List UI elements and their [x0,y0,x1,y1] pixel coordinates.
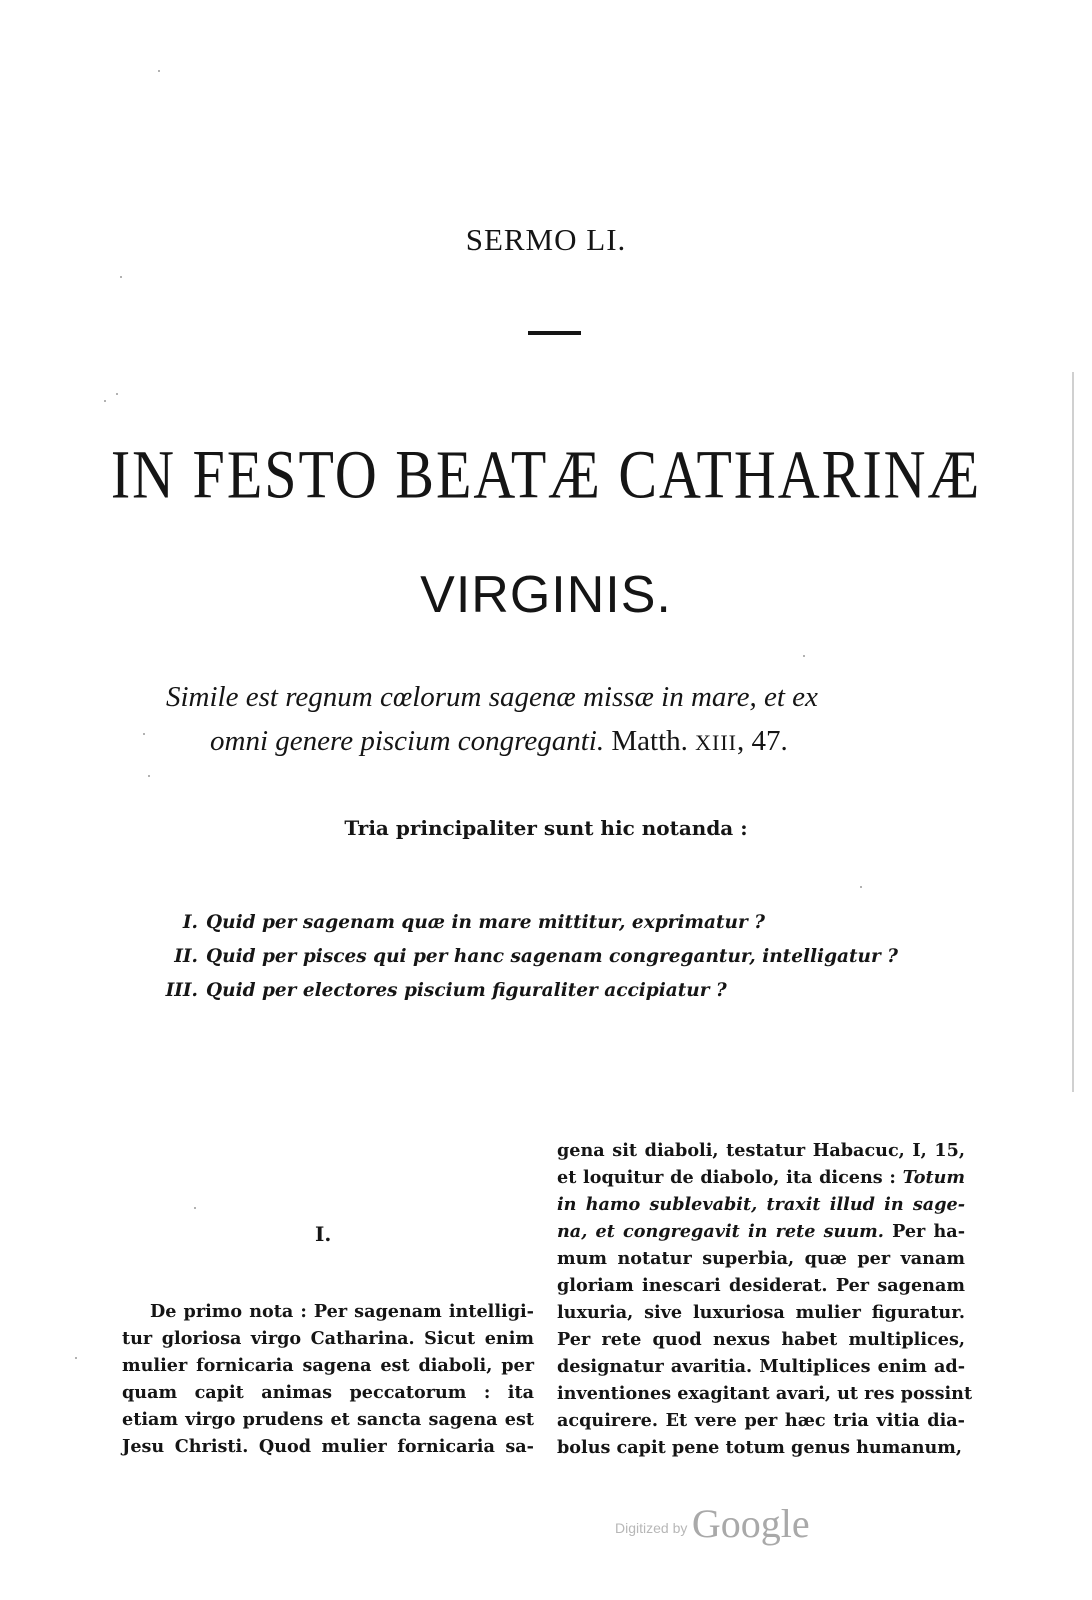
text-line: luxuria, sive luxuriosa mulier figuratur. [557,1302,965,1323]
text-line [557,1191,965,1218]
text-line: tur gloriosa virgo Catharina. Sicut enim [122,1328,534,1349]
scan-speck [158,70,160,72]
scan-speck [116,393,118,395]
question-number: III. [165,980,198,1001]
text-line: Per rete quod nexus habet multiplices, [557,1329,965,1350]
epigraph-reference-chapter: XIII [695,730,738,755]
sermon-number: SERMO LI. [465,222,627,257]
scan-speck [860,886,862,888]
text-line: gena sit diaboli, testatur Habacuc, I, 15, [557,1140,965,1161]
text-line: gloriam inescari desiderat. Per sagenam [557,1275,965,1296]
scan-speck [120,276,122,278]
text-run: et loquitur de diabolo, ita dicens : [557,1167,903,1188]
text-line: De primo nota : Per sagenam intelligi- [150,1301,534,1322]
quote-run: in hamo sublevabit, traxit illud in sage- [557,1194,965,1215]
text-line: designatur avaritia. Multiplices enim ad- [557,1356,965,1377]
text-line [557,1164,965,1191]
text-line: acquirere. Et vere per hæc tria vitia dia- [557,1410,965,1431]
question-number: II. [174,946,198,967]
text-line: quam capit animas peccatorum : ita [122,1382,534,1403]
scan-speck [75,1357,77,1359]
title-line-2: VIRGINIS. [420,566,672,624]
quote-run: Totum [902,1167,965,1188]
text-line: mulier fornicaria sagena est diaboli, per [122,1355,534,1376]
question-1 [162,912,765,933]
scan-speck [803,655,805,657]
digitized-watermark [615,1500,810,1547]
text-line: etiam virgo prudens et sancta sagena est [122,1409,534,1430]
watermark-prefix: Digitized by [615,1520,688,1536]
text-line [557,1218,965,1245]
question-text: Quid per electores piscium figuraliter accipiatur ? [206,980,727,1001]
text-line: inventiones exagitant avari, ut res possint [557,1383,973,1404]
scan-speck [143,733,145,735]
question-number: I. [182,912,198,933]
intro-statement: Tria principaliter sunt hic notanda : [344,816,748,840]
epigraph [166,675,966,765]
section-heading: I. [315,1222,332,1246]
quote-run: na, et congregavit in rete suum. [557,1221,884,1242]
text-run: Per ha- [883,1221,965,1242]
column-right [557,1137,973,1461]
scan-speck [148,775,150,777]
title-rule [528,331,581,335]
question-text: Quid per pisces qui per hanc sagenam congregantur, intelligatur ? [206,946,899,967]
title-line-1: IN FESTO BEATÆ CATHARINÆ [110,436,982,513]
epigraph-reference-prefix: Matth. [611,725,688,757]
epigraph-line-2 [166,719,966,765]
question-2 [162,946,898,967]
question-3 [162,980,727,1001]
google-logo: Google [691,1501,810,1546]
epigraph-reference-verse: , 47. [737,725,788,757]
column-left [122,1298,534,1460]
text-line: bolus capit pene totum genus humanum, [557,1437,963,1458]
text-line: mum notatur superbia, quæ per vanam [557,1248,965,1269]
text-line: Jesu Christi. Quod mulier fornicaria sa- [122,1436,534,1457]
scan-speck [194,1207,196,1209]
scan-speck [104,400,106,402]
epigraph-line-1: Simile est regnum cœlorum sagenæ missæ in mare, et ex [166,681,818,713]
epigraph-line-2-text: omni genere piscium congreganti. [210,725,605,757]
question-text: Quid per sagenam quæ in mare mittitur, exprimatur ? [206,912,766,933]
